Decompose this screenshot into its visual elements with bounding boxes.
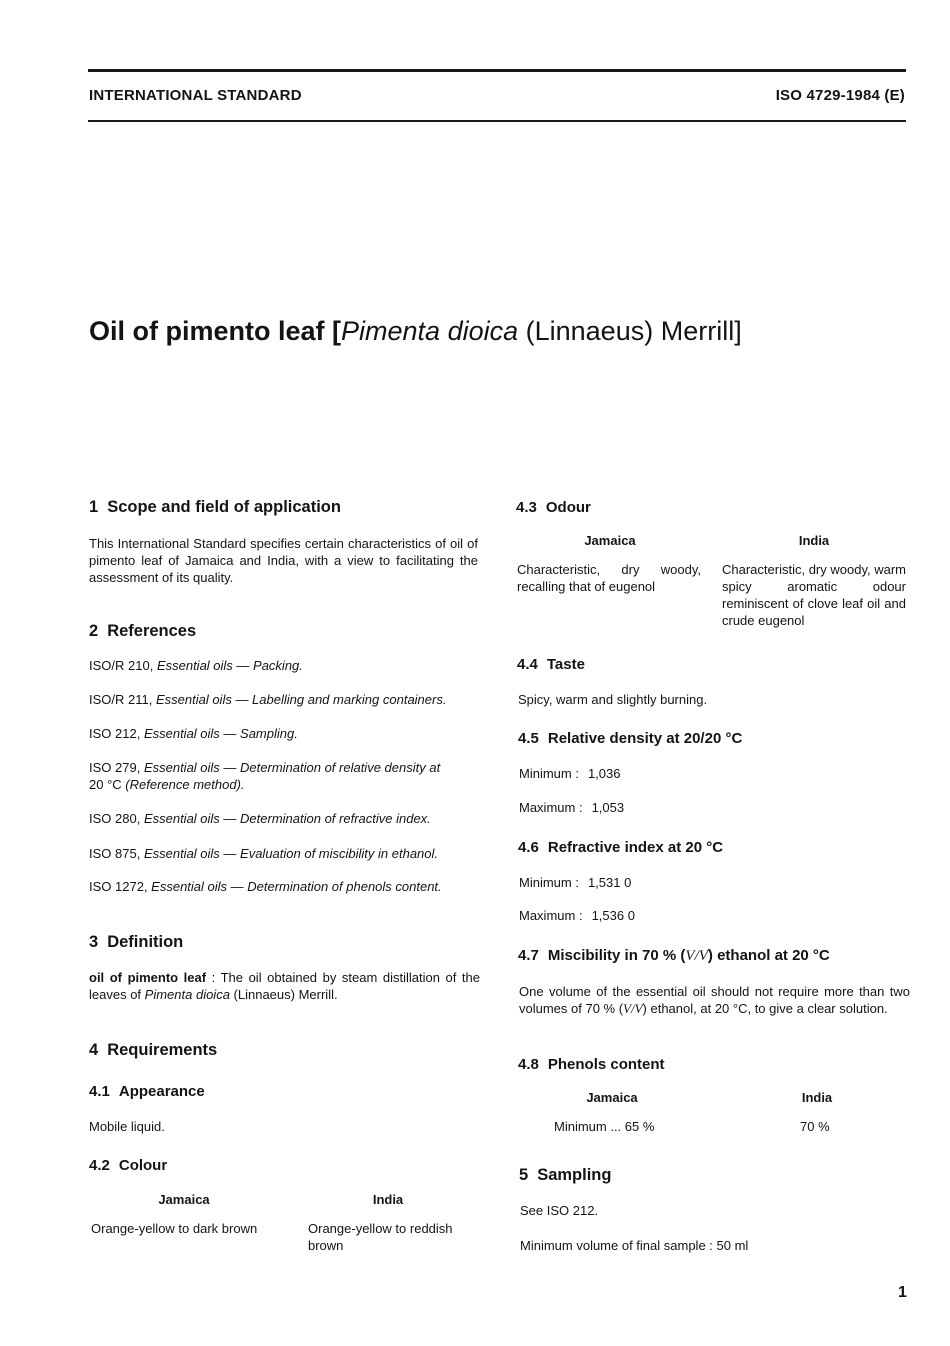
- odour-col-india: India: [798, 533, 830, 548]
- refractive-maximum: Maximum : 1,536 0: [519, 908, 635, 923]
- reference-item: ISO 280, Essential oils — Determination of refractive index.: [89, 811, 431, 826]
- colour-col-jamaica: Jamaica: [158, 1192, 210, 1207]
- section-4-7-text: One volume of the essential oil should not require more than two volumes of 70 % (V/V) ethanol, at 20 °C, to give a clear solution.: [519, 984, 910, 1016]
- section-1-text: This International Standard specifies certain characteristics of oil of pimento leaf of Jamaica and India, with a view to facilitating the assessment of its quality.: [89, 536, 478, 585]
- section-4-2-heading: 4.2 Colour: [89, 1157, 168, 1174]
- reference-item-continuation: 20 °C (Reference method).: [89, 777, 245, 792]
- title-rest: (Linnaeus) Merrill]: [518, 316, 742, 346]
- page-title: [89, 316, 742, 347]
- section-4-1-heading: 4.1 Appearance: [89, 1083, 205, 1100]
- section-3-heading: 3 Definition: [89, 933, 184, 951]
- section-4-3-heading: 4.3 Odour: [516, 499, 591, 516]
- colour-india-value: Orange-yellow to reddish brown: [308, 1221, 453, 1253]
- section-4-5-heading: 4.5 Relative density at 20/20 °C: [518, 730, 743, 747]
- odour-col-jamaica: Jamaica: [584, 533, 636, 548]
- section-4-heading: 4 Requirements: [89, 1041, 218, 1059]
- section-4-6-heading: 4.6 Refractive index at 20 °C: [518, 839, 724, 856]
- section-4-8-heading: 4.8 Phenols content: [518, 1056, 665, 1073]
- density-maximum: Maximum : 1,053: [519, 800, 625, 815]
- density-minimum: Minimum : 1,036: [519, 766, 621, 781]
- phenols-india-value: 70 %: [800, 1119, 830, 1134]
- section-5-heading: 5 Sampling: [519, 1166, 612, 1184]
- section-5-text-1: See ISO 212.: [520, 1203, 599, 1218]
- phenols-jamaica-value: Minimum ... 65 %: [554, 1119, 655, 1134]
- reference-item: ISO 279, Essential oils — Determination of relative density at: [89, 760, 441, 775]
- odour-jamaica-value: Characteristic, dry woody, recalling that of eugenol: [517, 562, 701, 594]
- definition-term: oil of pimento leaf: [89, 970, 207, 985]
- section-4-1-text: Mobile liquid.: [89, 1119, 165, 1134]
- reference-item: ISO/R 211, Essential oils — Labelling and marking containers.: [89, 692, 447, 707]
- phenols-col-jamaica: Jamaica: [586, 1090, 638, 1105]
- section-5-text-2: Minimum volume of final sample : 50 ml: [520, 1238, 749, 1253]
- colour-col-india: India: [372, 1192, 404, 1207]
- header-left: INTERNATIONAL STANDARD: [89, 87, 302, 104]
- reference-item: ISO 875, Essential oils — Evaluation of miscibility in ethanol.: [89, 846, 439, 861]
- reference-item: ISO 212, Essential oils — Sampling.: [89, 726, 298, 741]
- reference-item: ISO 1272, Essential oils — Determination of phenols content.: [89, 879, 442, 894]
- section-4-7-heading: 4.7 Miscibility in 70 % (V/V) ethanol at 20 °C: [518, 947, 830, 964]
- section-1-heading: 1 Scope and field of application: [89, 498, 341, 516]
- colour-jamaica-value: Orange-yellow to dark brown: [91, 1221, 258, 1236]
- section-2-heading: 2 References: [89, 622, 197, 640]
- title-italic: Pimenta dioica: [341, 316, 519, 346]
- header-right: ISO 4729-1984 (E): [775, 87, 905, 104]
- page-number: 1: [898, 1284, 907, 1301]
- reference-item: ISO/R 210, Essential oils — Packing.: [89, 658, 303, 673]
- section-4-4-text: Spicy, warm and slightly burning.: [518, 692, 708, 707]
- title-main: Oil of pimento leaf [: [89, 316, 342, 346]
- refractive-minimum: Minimum : 1,531 0: [519, 875, 632, 890]
- odour-india-value: Characteristic, dry woody, warm spicy aromatic odour reminiscent of clove leaf oil and crude eugenol: [722, 562, 906, 628]
- header-top-rule: [88, 69, 906, 72]
- section-4-4-heading: 4.4 Taste: [517, 656, 585, 673]
- header-bottom-rule: [88, 120, 906, 122]
- section-3-text: oil of pimento leaf : The oil obtained by steam distillation of the leaves of Pimenta dioica (Linnaeus) Merrill.: [89, 970, 480, 1002]
- phenols-col-india: India: [801, 1090, 833, 1105]
